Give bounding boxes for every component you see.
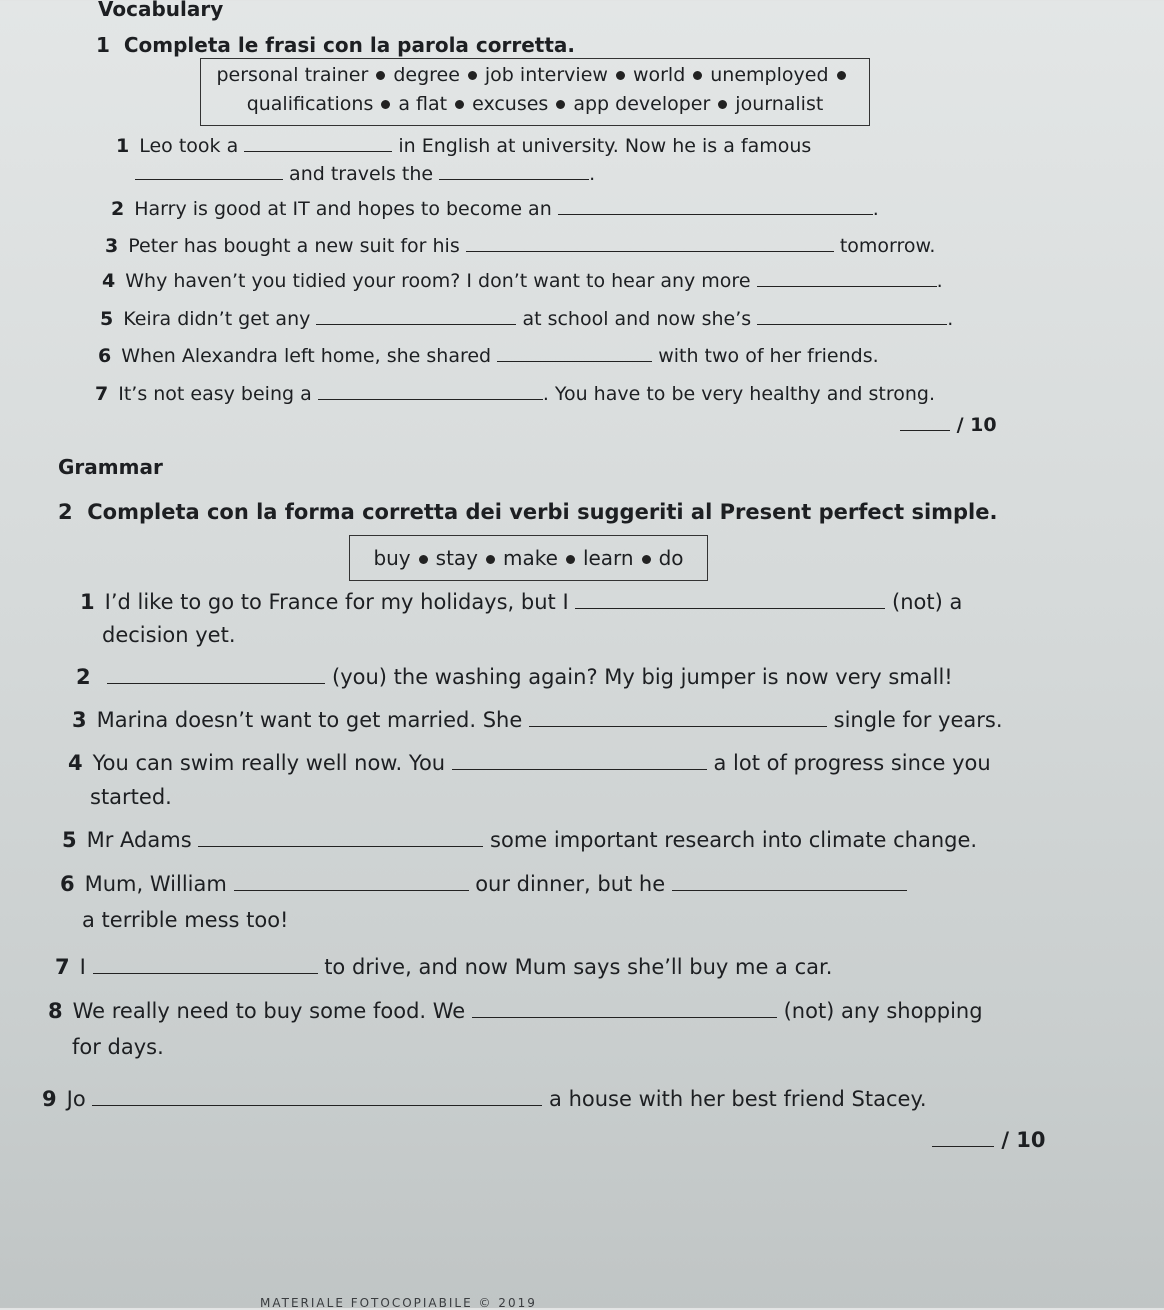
grammar-item-4: [68, 751, 991, 775]
grammar-item-5: [62, 828, 977, 852]
item-text: .: [947, 308, 954, 330]
word-box-vocabulary: [200, 58, 870, 126]
exercise-number: 1: [96, 33, 110, 57]
vocab-item-6: [98, 345, 879, 367]
item-text: at school and now she’s: [522, 308, 752, 330]
item-text: tomorrow.: [839, 235, 936, 257]
item-text: .: [936, 270, 943, 292]
answer-blank[interactable]: [757, 323, 947, 325]
item-number: 5: [100, 308, 114, 330]
answer-blank[interactable]: [93, 972, 318, 974]
word-option: app developer: [573, 93, 711, 115]
answer-blank[interactable]: [466, 250, 834, 252]
answer-blank[interactable]: [472, 1016, 777, 1018]
grammar-item-3: [72, 708, 1003, 732]
item-text: with two of her friends.: [658, 345, 879, 367]
item-text: When Alexandra left home, she shared: [121, 345, 492, 367]
word-option: excuses: [472, 93, 549, 115]
item-text: We really need to buy some food. We: [72, 999, 466, 1023]
item-text: I: [79, 955, 86, 979]
item-number: 2: [76, 665, 91, 689]
answer-blank[interactable]: [558, 213, 873, 215]
answer-blank[interactable]: [318, 398, 543, 400]
item-text: .: [589, 163, 596, 185]
exercise-number: 2: [58, 500, 73, 524]
item-text: Mum, William: [84, 872, 227, 896]
bullet-icon: [837, 71, 846, 80]
vocab-item-2: [111, 198, 879, 220]
item-text: some important research into climate change.: [490, 828, 978, 852]
word-option: job interview: [484, 64, 608, 86]
item-text: .: [872, 198, 879, 220]
item-number: 5: [62, 828, 77, 852]
grammar-item-7: [55, 955, 832, 979]
vocab-item-1: [116, 135, 811, 157]
grammar-item-2: [76, 665, 953, 689]
item-text: and travels the: [289, 163, 434, 185]
score-grammar: [932, 1128, 1046, 1152]
grammar-item-1-line-2: decision yet.: [102, 623, 236, 647]
answer-blank[interactable]: [575, 607, 885, 609]
item-number: 9: [42, 1087, 57, 1111]
word-option: qualifications: [246, 93, 374, 115]
item-number: 4: [102, 270, 116, 292]
answer-blank[interactable]: [672, 889, 907, 891]
bullet-icon: [566, 555, 575, 564]
item-number: 1: [80, 590, 95, 614]
bullet-icon: [419, 555, 428, 564]
item-number: 7: [55, 955, 70, 979]
answer-blank[interactable]: [439, 178, 589, 180]
word-option: personal trainer: [216, 64, 369, 86]
verb-option: stay: [435, 546, 479, 570]
vocab-item-3: [105, 235, 935, 257]
bullet-icon: [455, 100, 464, 109]
word-box-row-2: [201, 92, 869, 117]
grammar-item-1: [80, 590, 962, 614]
answer-blank[interactable]: [234, 889, 469, 891]
word-option: a flat: [398, 93, 448, 115]
item-text: Leo took a: [139, 135, 239, 157]
item-text: (you) the washing again? My big jumper is now very small!: [332, 665, 953, 689]
word-box-row-1: [201, 63, 869, 88]
item-number: 7: [95, 383, 109, 405]
item-text: Peter has bought a new suit for his: [128, 235, 460, 257]
verb-option: learn: [582, 546, 634, 570]
item-text: our dinner, but he: [475, 872, 666, 896]
score-total: / 10: [1001, 1128, 1046, 1152]
answer-blank[interactable]: [497, 360, 652, 362]
grammar-item-4-line-2: started.: [90, 785, 172, 809]
item-text: single for years.: [833, 708, 1003, 732]
item-number: 6: [98, 345, 112, 367]
bullet-icon: [693, 71, 702, 80]
item-text: You can swim really well now. You: [92, 751, 446, 775]
item-text: a lot of progress since you: [713, 751, 991, 775]
item-text: It’s not easy being a: [118, 383, 312, 405]
bullet-icon: [468, 71, 477, 80]
verb-option: buy: [373, 546, 411, 570]
bullet-icon: [486, 555, 495, 564]
answer-blank[interactable]: [529, 725, 827, 727]
vocab-item-7: [95, 383, 935, 405]
item-number: 3: [105, 235, 119, 257]
instruction-text: Completa le frasi con la parola corretta.: [123, 33, 575, 57]
item-text: in English at university. Now he is a famous: [398, 135, 812, 157]
item-text: (not) any shopping: [783, 999, 983, 1023]
grammar-item-9: [42, 1087, 927, 1111]
answer-blank[interactable]: [92, 1104, 542, 1106]
item-number: 8: [48, 999, 63, 1023]
bullet-icon: [556, 100, 565, 109]
item-text: Why haven’t you tidied your room? I don’t want to hear any more: [125, 270, 751, 292]
item-number: 3: [72, 708, 87, 732]
exercise-2-instruction: [58, 500, 997, 524]
item-text: Marina doesn’t want to get married. She: [96, 708, 523, 732]
answer-blank[interactable]: [198, 845, 483, 847]
answer-blank[interactable]: [244, 150, 392, 152]
item-text: Jo: [66, 1087, 86, 1111]
grammar-item-8: [48, 999, 983, 1023]
word-box-grammar: [349, 535, 708, 581]
section-title-grammar: Grammar: [58, 455, 163, 479]
bullet-icon: [642, 555, 651, 564]
item-text: (not) a: [892, 590, 963, 614]
score-blank[interactable]: [900, 429, 950, 431]
instruction-text: Completa con la forma corretta dei verbi suggeriti al Present perfect simple.: [87, 500, 998, 524]
answer-blank[interactable]: [452, 768, 707, 770]
vocab-item-5: [100, 308, 953, 330]
item-text: Keira didn’t get any: [123, 308, 311, 330]
answer-blank[interactable]: [316, 323, 516, 325]
item-number: 2: [111, 198, 125, 220]
item-text: to drive, and now Mum says she’ll buy me a car.: [324, 955, 833, 979]
answer-blank[interactable]: [135, 178, 283, 180]
grammar-item-6: [60, 872, 907, 896]
verb-option: make: [503, 546, 558, 570]
bullet-icon: [381, 100, 390, 109]
score-blank[interactable]: [932, 1145, 994, 1147]
score-vocabulary: [900, 414, 997, 436]
item-text: Harry is good at IT and hopes to become an: [134, 198, 552, 220]
section-title-vocabulary: Vocabulary: [98, 0, 224, 21]
grammar-item-8-line-2: for days.: [72, 1035, 164, 1059]
word-option: degree: [393, 64, 460, 86]
answer-blank[interactable]: [107, 682, 325, 684]
bullet-icon: [376, 71, 385, 80]
item-number: 6: [60, 872, 75, 896]
verb-option: do: [658, 546, 684, 570]
vocab-item-4: [102, 270, 943, 292]
item-text: . You have to be very healthy and strong.: [542, 383, 935, 405]
word-option: journalist: [735, 93, 824, 115]
exercise-1-instruction: [96, 33, 575, 57]
word-option: unemployed: [710, 64, 829, 86]
bullet-icon: [616, 71, 625, 80]
item-number: 4: [68, 751, 83, 775]
bullet-icon: [718, 100, 727, 109]
answer-blank[interactable]: [757, 285, 937, 287]
vocab-item-1-line-2: [135, 163, 595, 185]
photocopiable-footer: MATERIALE FOTOCOPIABILE © 2019: [260, 1296, 537, 1310]
item-number: 1: [116, 135, 130, 157]
score-total: / 10: [956, 414, 997, 436]
word-option: world: [632, 64, 686, 86]
item-text: a house with her best friend Stacey.: [549, 1087, 927, 1111]
item-text: I’d like to go to France for my holidays, but I: [104, 590, 569, 614]
item-text: Mr Adams: [86, 828, 192, 852]
grammar-item-6-line-2: a terrible mess too!: [82, 908, 289, 932]
